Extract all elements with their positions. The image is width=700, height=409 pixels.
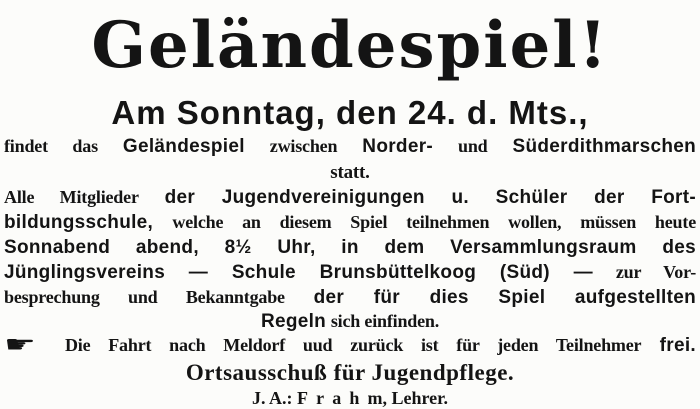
pointing-hand-icon: ☛ (4, 332, 36, 358)
signature-name: Frahm (297, 388, 391, 408)
intro-segment: Geländespiel (122, 136, 245, 157)
dateline: Am Sonntag, den 24. d. Mts., (111, 94, 589, 131)
notice-segment: sich einfinden. (330, 311, 440, 331)
intro-end: statt. (330, 162, 370, 183)
headline: Geländespiel! (91, 8, 609, 83)
notice-segment: besprechung und Bekanntgabe (4, 287, 285, 307)
transport-note-line (0, 333, 700, 358)
notice-segment: Jünglingsvereins — Schule Brunsbüttelkoog (Süd) — (4, 262, 593, 283)
notice-line (0, 185, 700, 210)
intro-segment: zwischen (269, 136, 338, 156)
signature-prefix: J. A.: (252, 388, 293, 408)
intro-segment: Norder- (362, 136, 434, 157)
notice-line (0, 235, 700, 260)
notice-segment: Regeln (260, 311, 327, 332)
intro-segment: Süderdithmarschen (512, 136, 697, 157)
signature-suffix: , Lehrer. (382, 388, 448, 408)
intro-segment: und (458, 136, 488, 156)
transport-note-emphasis: frei. (659, 335, 697, 356)
notice-line-end (0, 310, 700, 333)
notice-line (0, 260, 700, 285)
intro-segment: findet das (4, 136, 98, 156)
notice-segment: der Jugendvereinigungen u. Schüler der Fort- (164, 187, 696, 208)
transport-note-text: Die Fahrt nach Meldorf uud zurück ist für jeden Teilnehmer (64, 335, 642, 355)
notice-segment: welche an diesem Spiel teilnehmen wollen, müssen heute (172, 212, 696, 232)
notice-segment: zur Vor- (615, 262, 697, 282)
notice-segment: bildungsschule, (4, 212, 154, 233)
notice-segment: der für dies Spiel aufgestellten (313, 287, 697, 308)
notice-line (0, 285, 700, 310)
intro-line (0, 133, 700, 160)
personal-signature (0, 387, 700, 409)
committee-signature: Ortsausschuß für Jugendpflege. (185, 360, 515, 385)
notice-line (0, 210, 700, 235)
notice-segment: Sonnabend abend, 8½ Uhr, in dem Versammlungsraum des (4, 237, 696, 258)
notice-segment: Alle Mitglieder (4, 187, 139, 207)
